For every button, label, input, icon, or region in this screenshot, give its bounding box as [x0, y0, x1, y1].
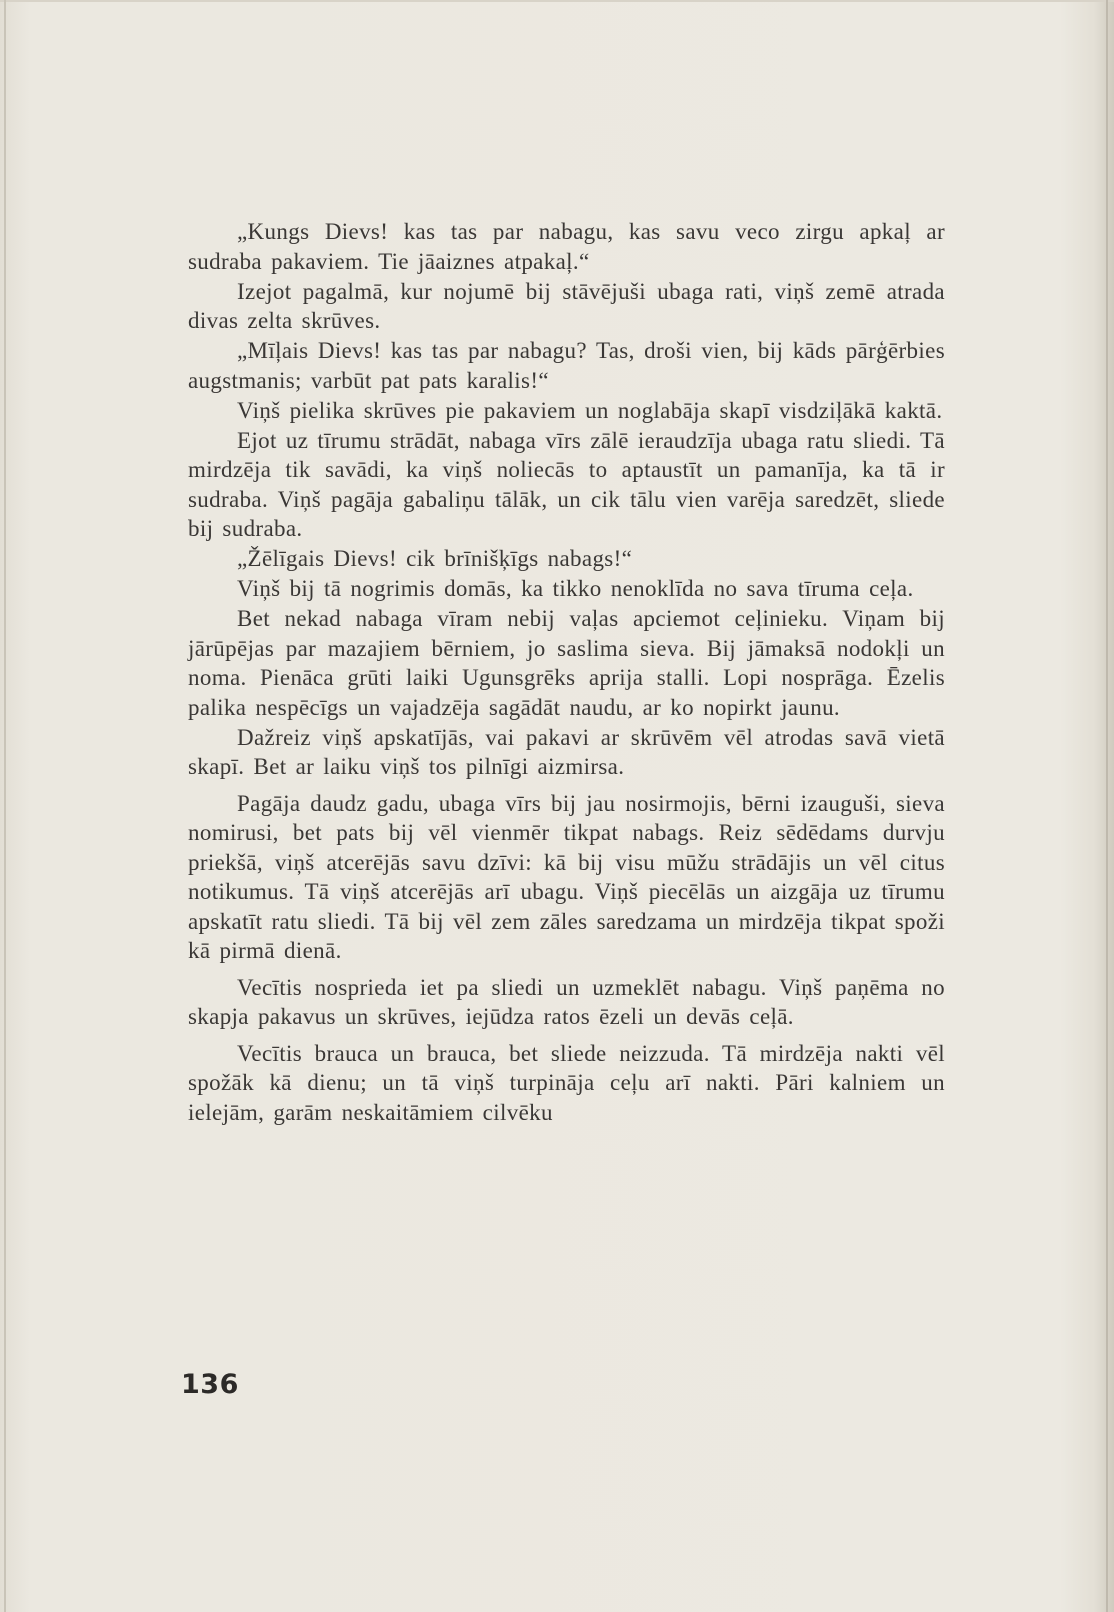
paragraph: Vecītis nosprieda iet pa sliedi un uzmeklēt nabagu. Viņš paņēma no skapja pakavus un skrūves, iejūdza ratos ēzeli un devās ceļā. [188, 974, 945, 1029]
paragraph: Viņš pielika skrūves pie pakaviem un noglabāja skapī visdziļākā kaktā. [237, 397, 943, 423]
page-left-edge [4, 0, 6, 1612]
paragraph: Dažreiz viņš apskatījās, vai pakavi ar skrūvēm vēl atrodas savā vietā skapī. Bet ar laiku viņš tos pilnīgi aizmirsa. [188, 724, 945, 779]
paragraph: Vecītis brauca un brauca, bet sliede neizzuda. Tā mirdzēja nakti vēl spožāk kā dienu; un tā viņš turpināja ceļu arī nakti. Pāri kalniem un ielejām, garām neskaitāmiem cilvēku [188, 1040, 945, 1125]
paragraph: „Žēlīgais Dievs! cik brīnišķīgs nabags!“ [237, 546, 633, 571]
page-number: 136 [181, 1369, 239, 1400]
page-right-edge [1106, 0, 1108, 1612]
paragraph: Izejot pagalmā, kur nojumē bij stāvējuši ubaga rati, viņš zemē atrada divas zelta skrūves. [188, 278, 945, 333]
paragraph: Viņš bij tā nogrimis domās, ka tikko nenoklīda no sava tīruma ceļa. [237, 576, 914, 601]
paragraph: Ejot uz tīrumu strādāt, nabaga vīrs zālē ieraudzīja ubaga ratu sliedi. Tā mirdzēja tik savādi, ka viņš noliecās to aptaustīt un pamanīja, ka tā ir sudraba. Viņš pagāja gabaliņu tālāk, un cik tālu vien varēja saredzēt, sliede bij sudraba. [188, 427, 945, 541]
body-text [188, 217, 945, 1128]
paragraph: „Mīļais Dievs! kas tas par nabagu? Tas, droši vien, bij kāds pārģērbies augstmanis; varbūt pat pats karalis!“ [188, 338, 945, 393]
paragraph: „Kungs Dievs! kas tas par nabagu, kas savu veco zirgu apkaļ ar sudraba pakaviem. Tie jāaiznes atpakaļ.“ [188, 219, 945, 274]
page-top-edge [0, 0, 1114, 2]
paragraph: Bet nekad nabaga vīram nebij vaļas apciemot ceļinieku. Viņam bij jārūpējas par mazajiem bērniem, jo saslima sieva. Bij jāmaksā nodokļi un noma. Pienāca grūti laiki Ugunsgrēks aprija stalli. Lopi nosprāga. Ēzelis palika nespēcīgs un vajadzēja sagādāt naudu, ar ko nopirkt jaunu. [188, 606, 945, 720]
paragraph: Pagāja daudz gadu, ubaga vīrs bij jau nosirmojis, bērni izauguši, sieva nomirusi, bet pats bij vēl vienmēr tikpat nabags. Reiz sēdēdams durvju priekšā, viņš atcerējās savu dzīvi: kā bij visu mūžu strādājis un vēl citus notikumus. Tā viņš atcerējās arī ubagu. Viņš piecēlās un aizgāja uz tīrumu apskatīt ratu sliedi. Tā bij vēl zem zāles saredzama un mirdzēja tikpat spoži kā pirmā dienā. [188, 790, 945, 963]
